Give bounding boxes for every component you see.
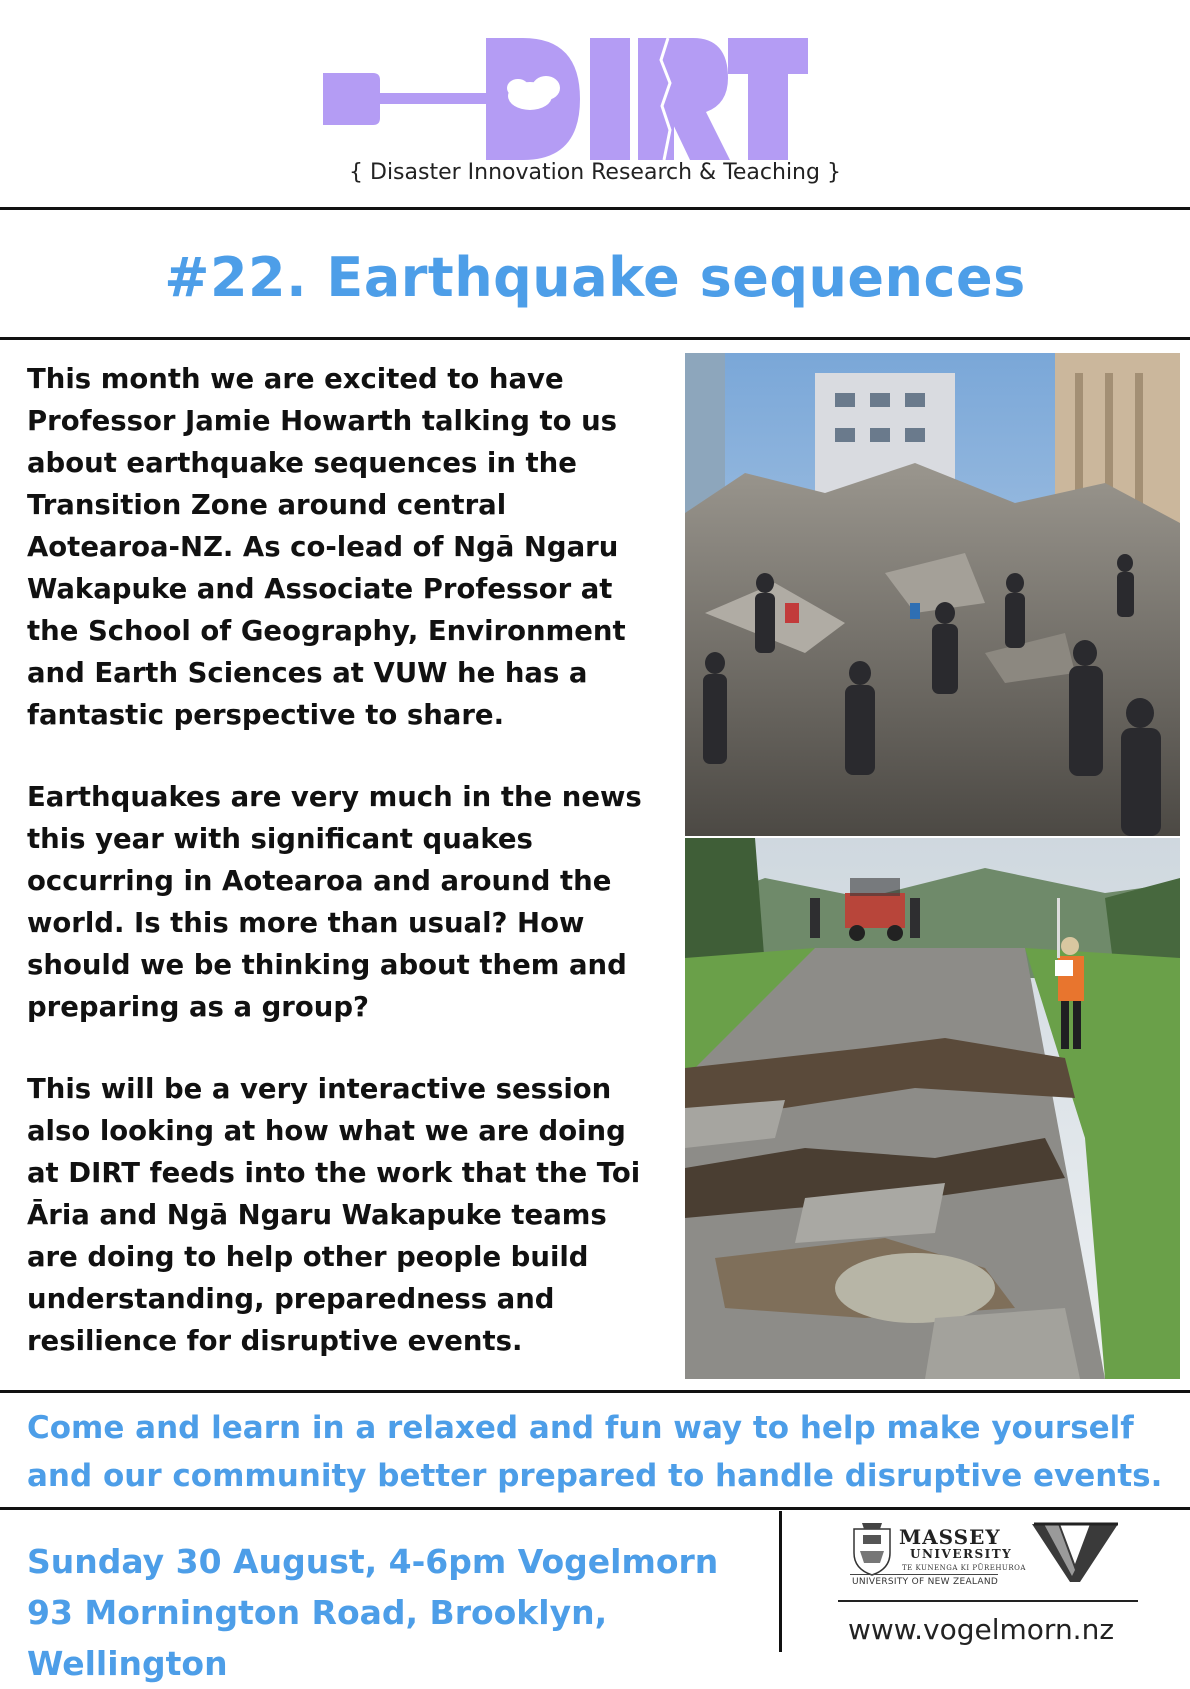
- divider: [0, 207, 1190, 210]
- tagline: { Disaster Innovation Research & Teaching }: [349, 160, 841, 185]
- massey-motto: TE KUNENGA KI PŪREHUROA: [902, 1564, 1026, 1572]
- event-address: 93 Mornington Road, Brooklyn, Wellington: [27, 1593, 608, 1683]
- massey-subtitle: UNIVERSITY: [910, 1547, 1013, 1561]
- body-text: [27, 358, 667, 1402]
- paragraph: This will be a very interactive session also looking at how what we are doing at DIRT feeds into the work that the Toi Āria and Ngā Ngaru Wakapuke teams are doing to help other people build understanding, preparedness and resilience for disruptive events.: [27, 1073, 641, 1357]
- divider: [0, 337, 1190, 340]
- website-link[interactable]: www.vogelmorn.nz: [848, 1613, 1115, 1646]
- damaged-road-photo: [685, 838, 1180, 1379]
- vogelmorn-logo: [1030, 1520, 1120, 1586]
- shovel-icon: [318, 38, 808, 160]
- collapsed-building-photo: [685, 353, 1180, 836]
- v-logo-icon: [1030, 1520, 1120, 1586]
- vertical-divider: [779, 1511, 782, 1652]
- divider: [838, 1600, 1138, 1602]
- paragraph: This month we are excited to have Professor Jamie Howarth talking to us about earthquake sequences in the Transition Zone around central Aotearoa-NZ. As co-lead of Ngā Ngaru Wakapuke and Associate Professor at the School of Geography, Environment and Earth Sciences at VUW he has a fantastic perspective to share.: [27, 363, 626, 731]
- event-details: [27, 1536, 767, 1689]
- dirt-logo: [318, 38, 808, 160]
- divider: [0, 1507, 1190, 1510]
- divider: [0, 1390, 1190, 1393]
- massey-country: UNIVERSITY OF NEW ZEALAND: [852, 1577, 999, 1587]
- massey-name: MASSEY: [899, 1525, 1001, 1549]
- event-date: Sunday 30 August, 4-6pm Vogelmorn: [27, 1542, 719, 1581]
- page-title: #22. Earthquake sequences: [164, 246, 1026, 309]
- paragraph: Earthquakes are very much in the news this year with significant quakes occurring in Aotearoa and around the world. Is this more than usual? How should we be thinking about them and preparing as a group?: [27, 781, 642, 1023]
- call-to-action: Come and learn in a relaxed and fun way to help make yourself and our community better prepared to handle disruptive events.: [27, 1410, 1163, 1494]
- divider: [850, 1574, 998, 1575]
